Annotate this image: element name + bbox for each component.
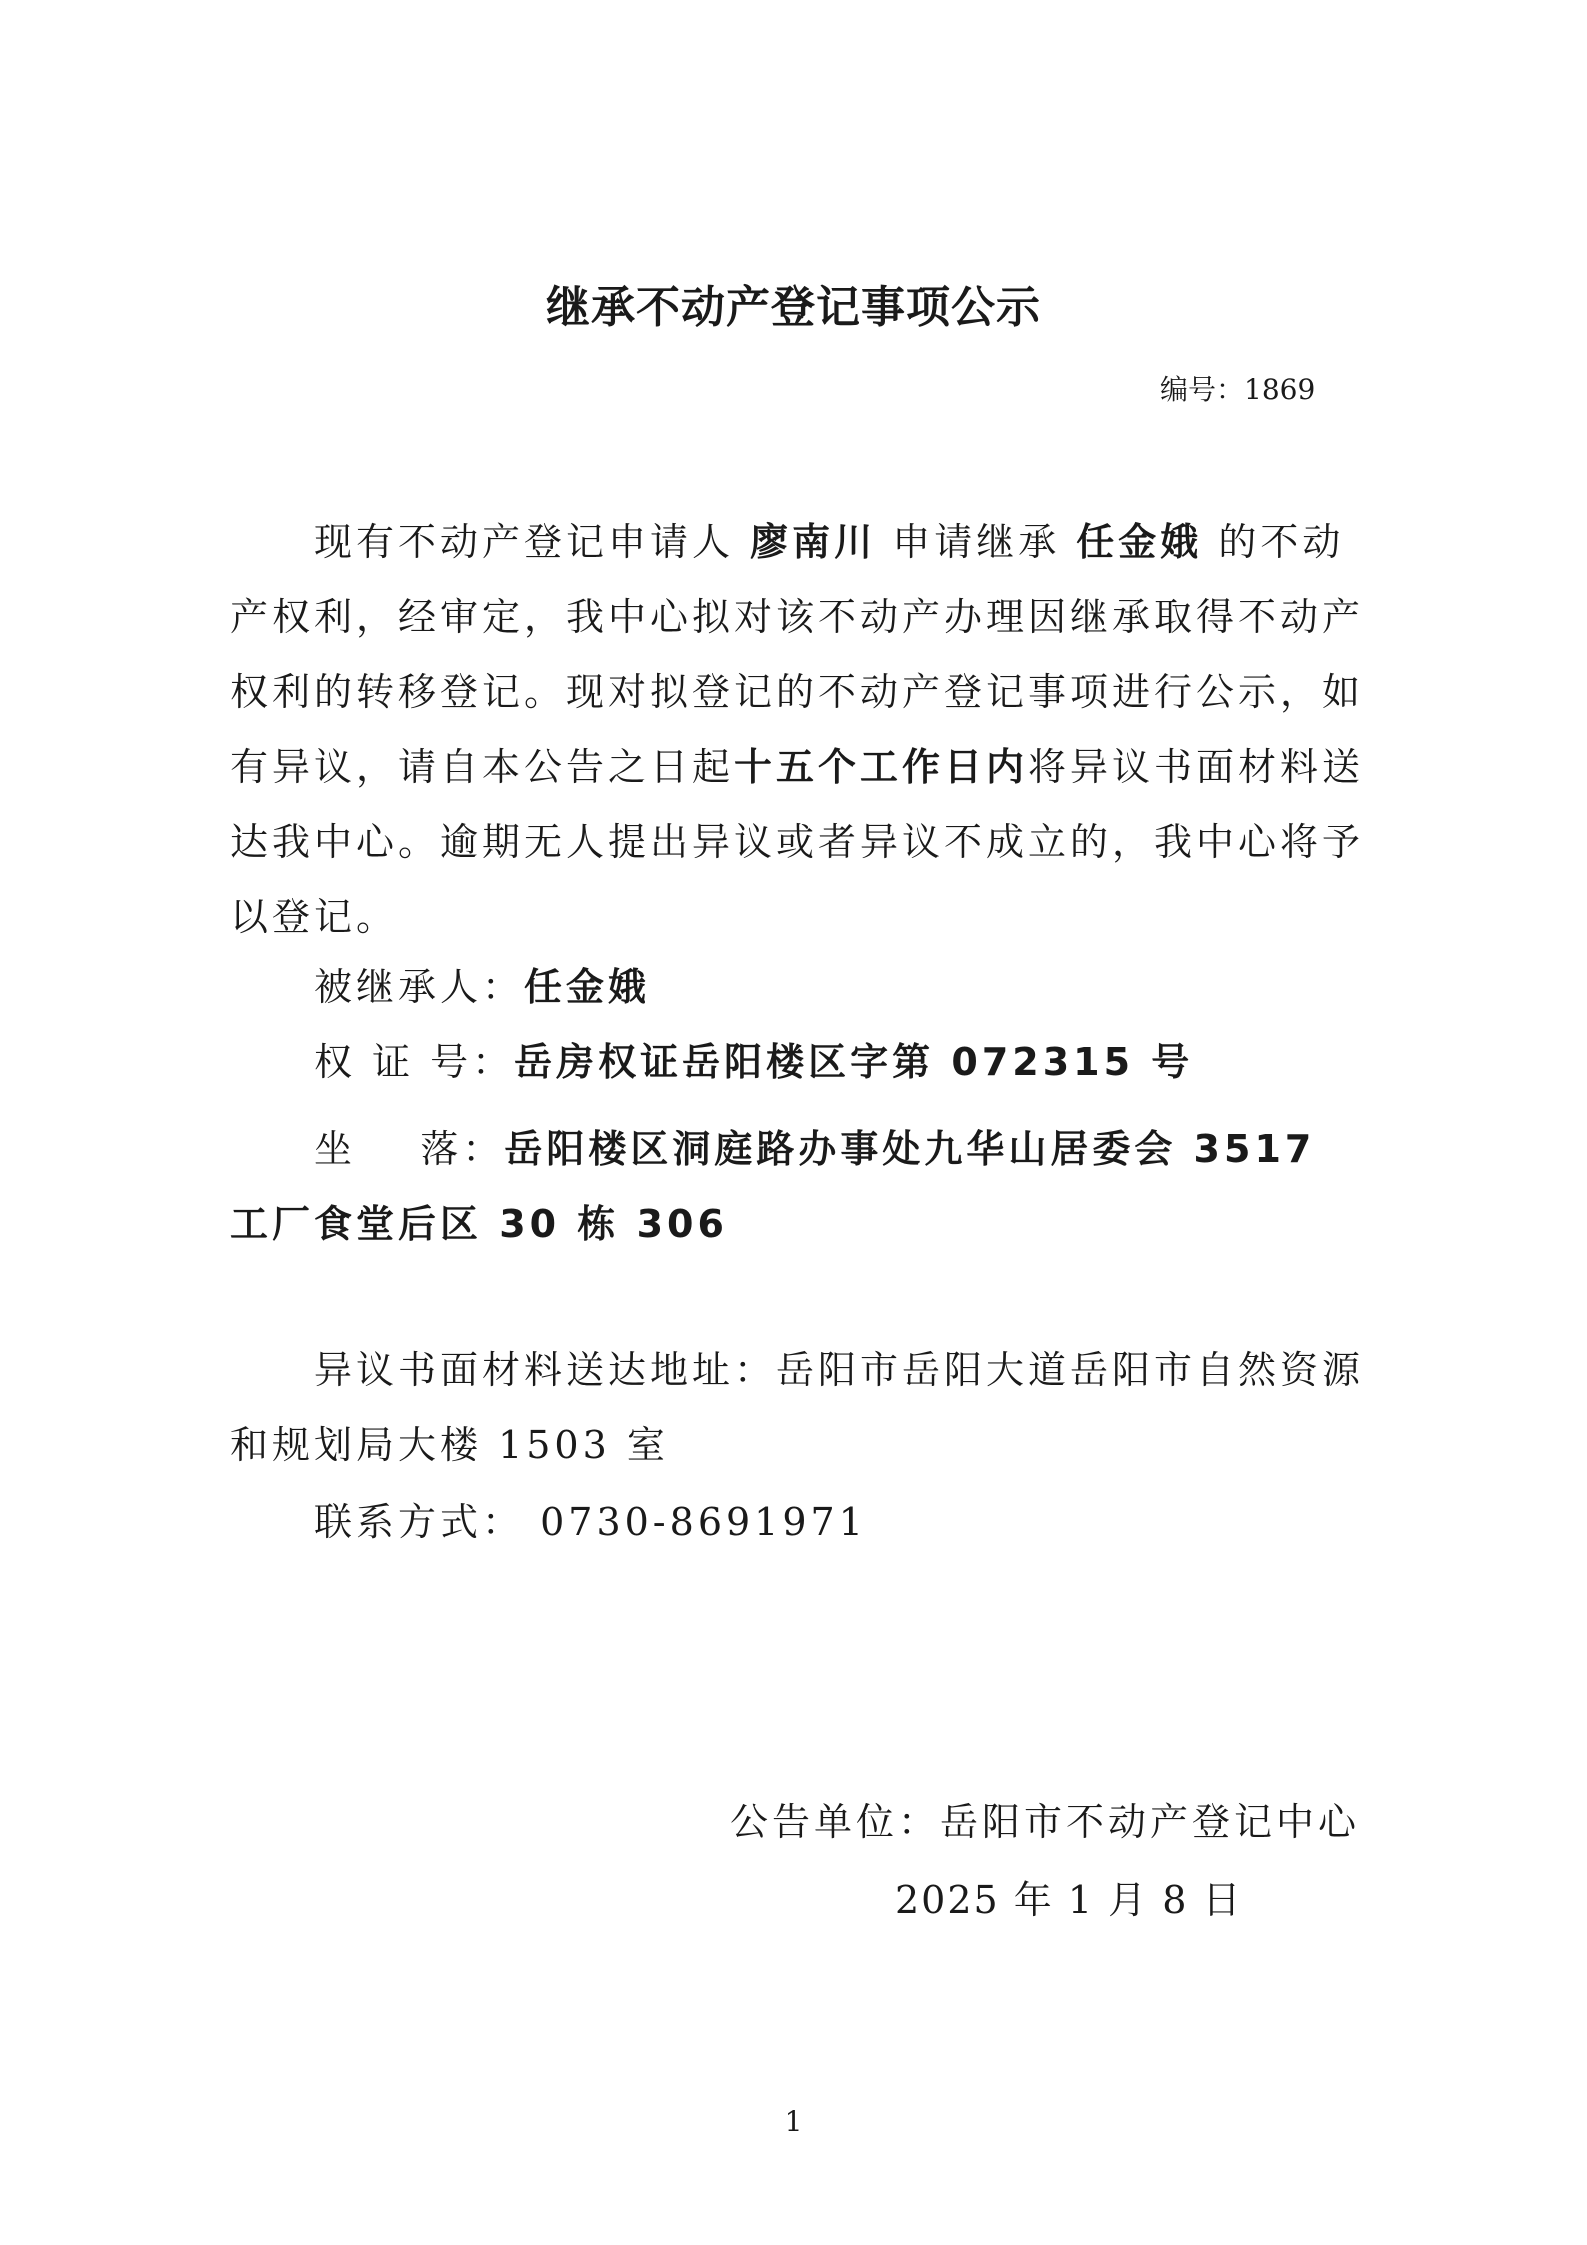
body-part1: 现有不动产登记申请人 [314, 520, 751, 564]
contact-value: 0730-8691971 [524, 1500, 867, 1544]
certificate-field-label: 权 证 号： [314, 1040, 515, 1084]
decedent-field [230, 950, 1370, 1025]
issue-date: 2025 年 1 月 8 日 [895, 1878, 1243, 1922]
objection-deadline: 十五个工作日内 [734, 745, 1029, 789]
issuing-unit-label: 公告单位： [730, 1800, 941, 1844]
objection-address [230, 1333, 1370, 1483]
objection-address-label: 异议书面材料送达地址： [314, 1348, 777, 1392]
contact-info [230, 1485, 1370, 1560]
issuing-unit [730, 1792, 1360, 1852]
issuing-unit-value: 岳阳市不动产登记中心 [940, 1800, 1361, 1844]
applicant-name: 廖南川 [750, 520, 877, 564]
certificate-field-value: 岳房权证岳阳楼区字第 072315 号 [514, 1040, 1194, 1084]
body-part2: 申请继承 [876, 520, 1077, 564]
location-field [230, 1112, 1370, 1262]
document-number-value: 1869 [1244, 373, 1316, 406]
document-title: 继承不动产登记事项公示 [546, 282, 1041, 333]
decedent-name: 任金娥 [1076, 520, 1203, 564]
document-number-label: 编号： [1160, 373, 1245, 406]
page-number: 1 [784, 2105, 803, 2138]
certificate-field [230, 1025, 1370, 1100]
body-part3: 的不动产权利，经审定，我中心拟对该不动产办理因继承取得不动产权利的转移登记。现对拟登记的不动产登记事项进行公示，如有异议，请自本公告之日起 [230, 520, 1365, 789]
contact-label: 联系方式： [314, 1500, 525, 1544]
decedent-field-label: 被继承人： [314, 965, 525, 1009]
body-part4: 将异议书面材料送达我中心。逾期无人提出异议或者异议不成立的，我中心将予以登记。 [230, 745, 1365, 939]
decedent-field-value: 任金娥 [524, 965, 651, 1009]
location-field-value: 岳阳楼区洞庭路办事处九华山居委会 3517 工厂食堂后区 30 栋 306 [230, 1127, 1316, 1246]
announcement-body [230, 505, 1370, 955]
location-field-label: 坐 落： [314, 1127, 505, 1171]
document-number [1160, 370, 1315, 410]
objection-address-value: 岳阳市岳阳大道岳阳市自然资源和规划局大楼 1503 室 [230, 1348, 1365, 1467]
